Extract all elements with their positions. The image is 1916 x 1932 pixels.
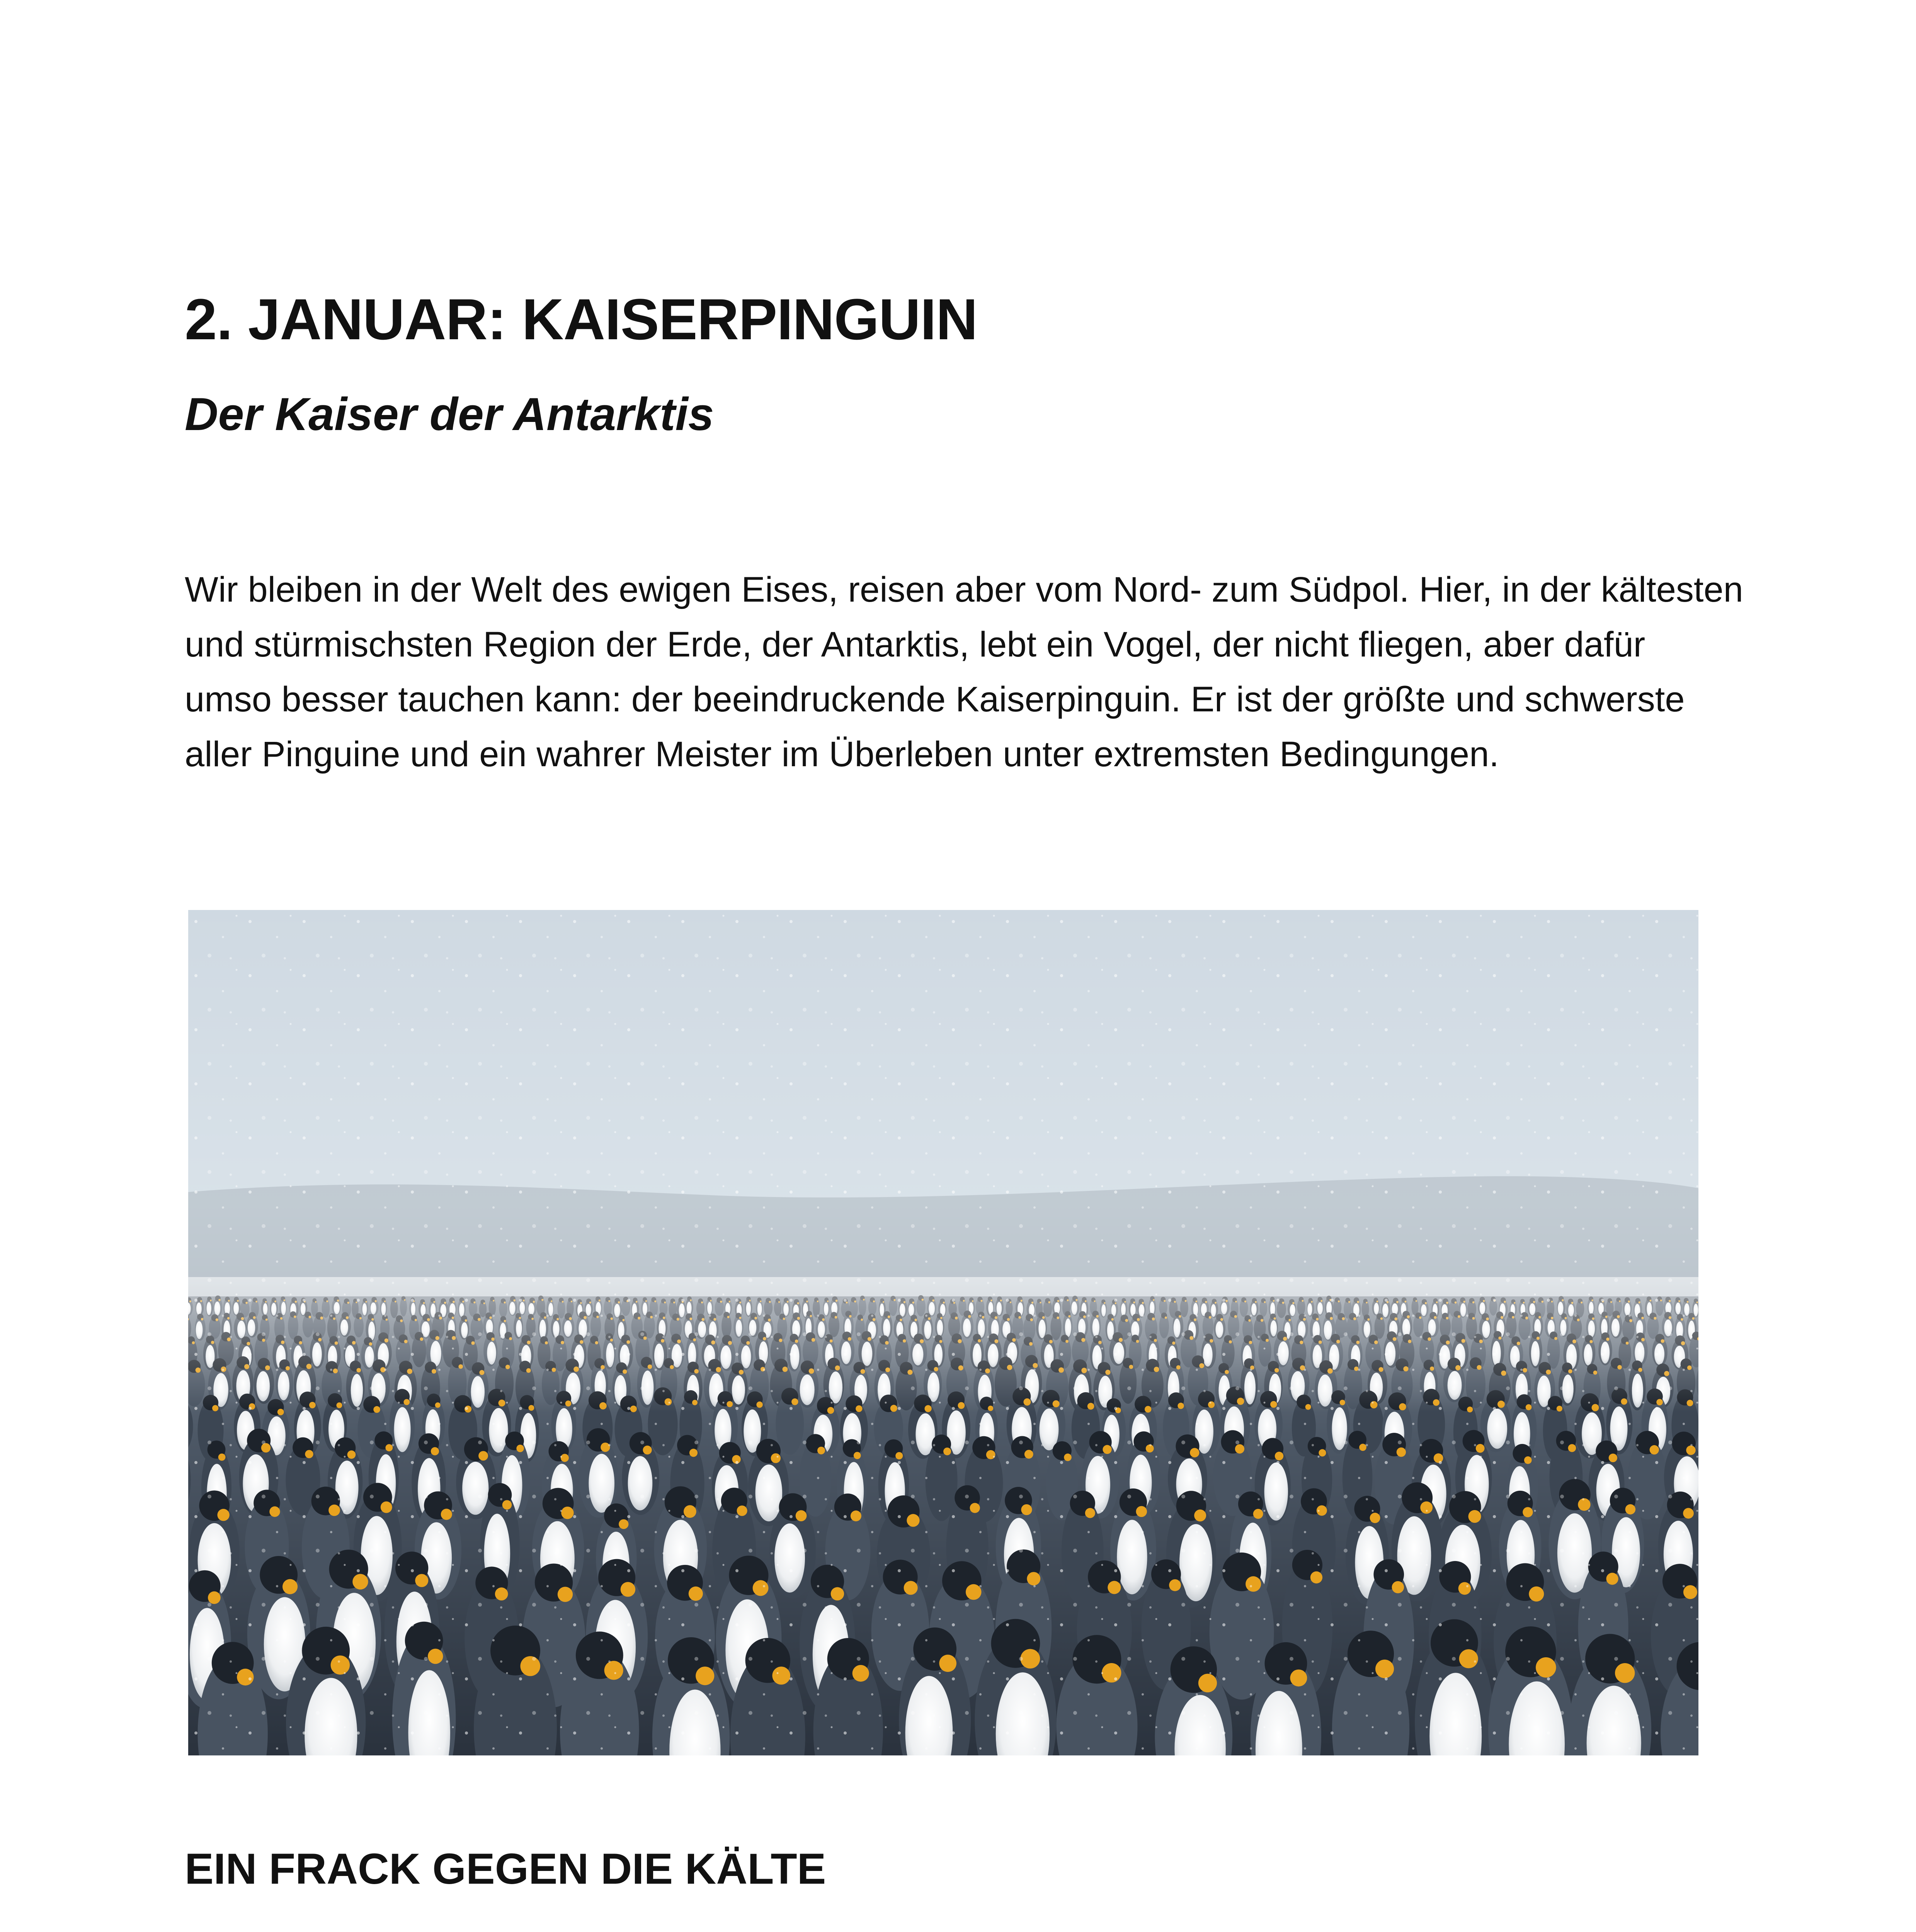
intro-line: Wir bleiben in der Welt des ewigen Eises, reisen aber vom Nord- zum Südpol. Hier, in der kältesten	[185, 570, 1743, 609]
section-heading: EIN FRACK GEGEN DIE KÄLTE	[185, 1845, 826, 1893]
intro-paragraph	[185, 562, 1754, 782]
page-subtitle: Der Kaiser der Antarktis	[185, 388, 714, 440]
page-title: 2. JANUAR: KAISERPINGUIN	[185, 287, 978, 352]
penguin-colony-photo	[188, 910, 1698, 1755]
intro-line: und stürmischsten Region der Erde, der Antarktis, lebt ein Vogel, der nicht fliegen, aber dafür	[185, 625, 1645, 664]
intro-line: umso besser tauchen kann: der beeindruckende Kaiserpinguin. Er ist der größte und schwerste	[185, 680, 1685, 719]
intro-line: aller Pinguine und ein wahrer Meister im Überleben unter extremsten Bedingungen.	[185, 735, 1499, 774]
